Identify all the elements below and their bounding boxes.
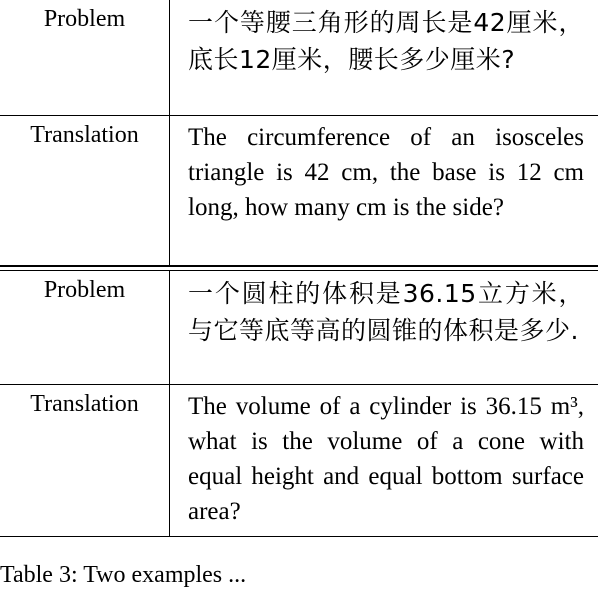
translation-label: Translation	[0, 385, 170, 536]
table-row	[0, 0, 598, 116]
translation-text: The circumference of an isosceles triangle is 42 cm, the base is 12 cm long, how many cm is the side?	[188, 124, 584, 221]
problem-text: 一个圆柱的体积是36.15立方米，与它等底等高的圆锥的体积是多少.	[188, 279, 584, 345]
table-caption: Table 3: Two examples ...	[0, 562, 247, 588]
problem-text: 一个等腰三角形的周长是42厘米，底长12厘米，腰长多少厘米?	[188, 8, 584, 74]
table-row	[0, 385, 598, 537]
table-row	[0, 271, 598, 385]
translation-text: The volume of a cylinder is 36.15 m³, what is the volume of a cone with equal height and equal bottom surface area?	[188, 393, 584, 525]
translation-label: Translation	[0, 116, 170, 265]
problem-label: Problem	[0, 271, 170, 384]
table-row	[0, 116, 598, 266]
problem-label: Problem	[0, 0, 170, 115]
